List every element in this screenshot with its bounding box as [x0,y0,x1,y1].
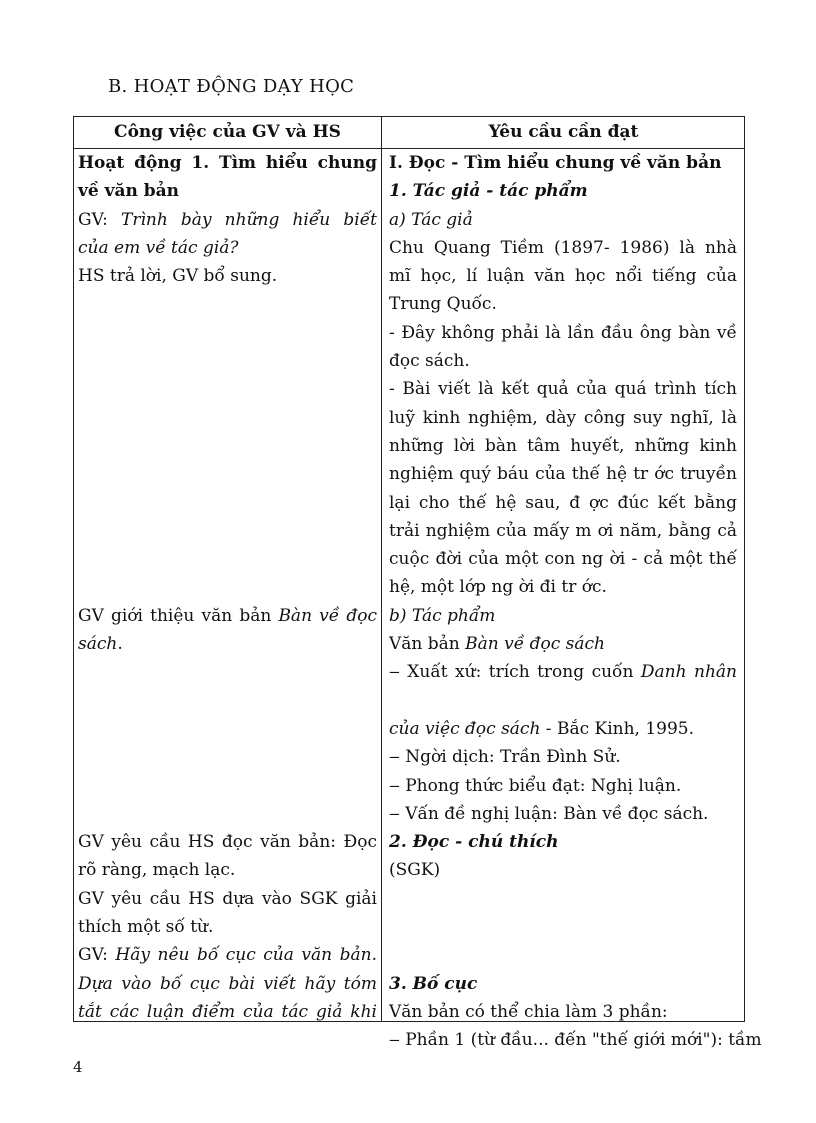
author-note-2-cont-6: cuộc đời của một con ng ời - cả một thế [389,549,737,570]
structure-intro: Văn bản có thể chia làm 3 phần: [389,1001,668,1022]
source-book-cont-2 [389,715,737,743]
source-book-cont [389,687,737,715]
work-title-cont: sách [78,634,118,655]
activity-1-title: Hoạt động 1. Tìm hiểu chung [78,153,377,173]
teacher-structure-question [78,941,377,969]
requirements-column [389,149,762,1051]
table-header-row [74,117,744,149]
question-text-cont: của em về tác giả? [78,237,239,258]
publication-info: - Bắc Kinh, 1995. [540,718,695,739]
author-bio-cont-2: Trung Quốc. [389,294,497,315]
label-work: b) Tác phẩm [389,605,496,626]
structure-part-1: ‒ Phần 1 (từ đầu... đến "thế giới mới"): tầm [389,1030,762,1051]
author-note-2-cont-4: lại cho thế hệ sau, đ ợc đúc kết bằng [389,492,737,513]
section-heading: B. HOẠT ĐỘNG DẠY HỌC [108,76,355,97]
intro-text: GV giới thiệu văn bản [78,605,279,626]
work-prefix: Văn bản [389,634,466,655]
teacher-introduce-text [78,602,377,630]
teacher-glossary-request-cont: thích một số từ. [78,917,214,938]
header-requirements: Yêu cầu cần đạt [488,122,639,142]
work-name-line [389,630,737,658]
activities-column [78,149,377,1021]
gv-label: GV: [78,945,116,966]
author-note-2-cont-5: trải nghiệm của mấy m ơi năm, bằng cả [389,520,737,541]
source-book: Danh nhân [640,662,737,683]
activity-1-title-cont: về văn bản [78,181,180,202]
argument-topic: ‒ Vấn đề nghị luận: Bàn về đọc sách. [389,803,709,824]
teacher-introduce-text-cont [78,630,377,658]
author-note-2-cont-2: những lời bàn tâm huyết, những kinh [389,435,737,456]
subsection-reading: 2. Đọc - chú thích [389,832,559,853]
structure-question-text: Hãy nêu bố cục của văn bản. [115,945,377,966]
column-divider [381,117,382,1021]
subsection-author-work: 1. Tác giả - tác phẩm [389,181,588,202]
author-note-1: - Đây không phải là lần đầu ông bàn về [389,322,737,343]
structure-question-cont: Dựa vào bố cục bài viết hãy tóm [78,973,377,994]
author-note-2: - Bài viết là kết quả của quá trình tích [389,379,737,400]
author-bio: Chu Quang Tiềm (1897- 1986) là nhà [389,237,737,258]
student-answer-note: HS trả lời, GV bổ sung. [78,266,278,287]
question-text: Trình bày những hiểu biết [121,209,377,230]
lesson-table [73,116,762,1051]
origin-prefix: ‒ Xuất xứ: trích trong cuốn [389,662,641,683]
page-number: 4 [73,1058,83,1076]
translator: ‒ Ngời dịch: Trần Đình Sử. [389,747,621,768]
work-title: Bàn về đọc [278,605,377,626]
expression-mode: ‒ Phong thức biểu đạt: Nghị luận. [389,775,682,796]
label-author: a) Tác giả [389,209,473,230]
teacher-glossary-request: GV yêu cầu HS dựa vào SGK giải [78,888,377,909]
teacher-reading-request-cont: rõ ràng, mạch lạc. [78,860,236,881]
subsection-structure: 3. Bố cục [389,973,478,994]
header-teacher-student-activities: Công việc của GV và HS [114,122,341,142]
work-name: Bàn về đọc sách [465,634,605,655]
author-bio-cont: mĩ học, lí luận văn học nổi tiếng của [389,266,737,287]
reading-reference: (SGK) [389,860,441,881]
author-note-2-cont-7: hệ, một lớp ng ời đi tr ớc. [389,577,607,598]
period: . [117,634,123,655]
source-book-end: của việc đọc sách [389,718,541,739]
teacher-question-author [78,206,377,234]
section-i-title: I. Đọc - Tìm hiểu chung về văn bản [389,153,722,173]
work-origin [389,658,737,686]
teacher-reading-request: GV yêu cầu HS đọc văn bản: Đọc [78,832,377,853]
author-note-1-cont: đọc sách. [389,351,470,372]
gv-label: GV: [78,209,121,230]
structure-question-cont-2: tắt các luận điểm của tác giả khi [78,1001,377,1022]
author-note-2-cont-3: nghiệm quý báu của thế hệ tr ớc truyền [389,464,737,485]
author-note-2-cont: luỹ kinh nghiệm, dày công suy nghĩ, là [389,407,737,428]
